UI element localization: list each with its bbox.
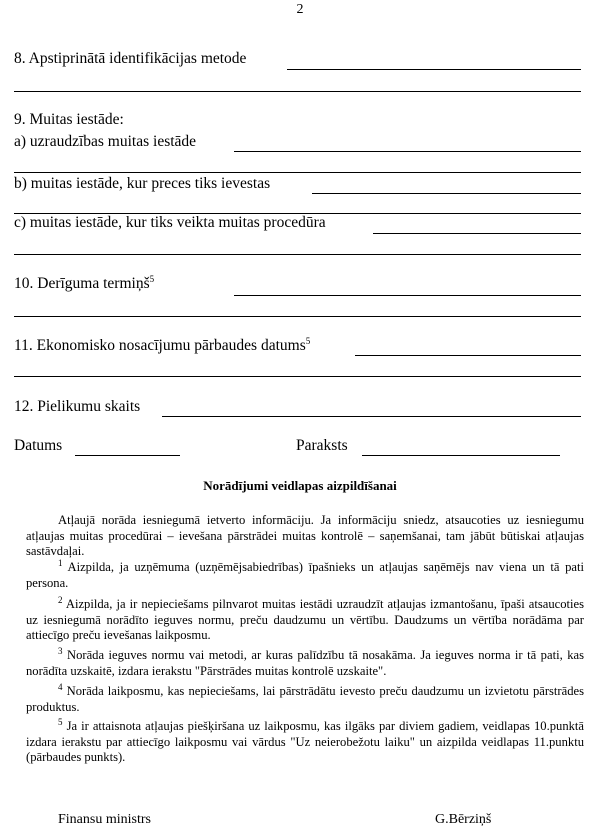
field-10-continuation-line[interactable] [14, 316, 581, 317]
field-8-input-line[interactable] [287, 69, 581, 70]
field-9c-continuation-line[interactable] [14, 254, 581, 255]
field-9a-label: a) uzraudzības muitas iestāde [14, 133, 197, 150]
field-9b-label: b) muitas iestāde, kur preces tiks ievestas [14, 175, 271, 192]
field-9c-input-line[interactable] [373, 233, 581, 234]
footnote-mark: 1 [58, 557, 63, 568]
field-11-input-line[interactable] [355, 355, 581, 356]
signature-input-line[interactable] [362, 455, 560, 456]
footnote-2: $^2$ Aizpilda, ja ir nepieciešams pilnvarot muitas iestādi uzraudzīt atļaujas izmantošanu, īpaši atsaucoties uz iesniegumā norādīto ieguves normu, preču daudzumu un vērtību. Daudzums un vērtība norādāma par attiecīgo preču ievešanas laikposmu. [26, 594, 584, 642]
date-input-line[interactable] [75, 455, 180, 456]
footnote-mark: 5 [58, 716, 63, 727]
footer-minister-title: Finansu ministrs [58, 812, 151, 827]
footnote-mark: 3 [58, 645, 63, 656]
footnote-5: $^5$ Ja ir attaisnota atļaujas piešķiršana uz laikposmu, kas ilgāks par diviem gadiem, veidlapas 10.punktā izdara ierakstu par attiecīgo laikposmu vai vārdus "Uz neierobežotu laiku" un aizpilda veidlapas 11.punktu (pārbaudes punkts). [26, 716, 585, 764]
field-9a-continuation-line[interactable] [14, 172, 581, 173]
date-label: Datums [14, 437, 63, 454]
footnote-4: $^4$ Norāda laikposmu, kas nepieciešams, lai pārstrādātu ievesto preču daudzumu un izvietotu pārstrādes produktus. [26, 681, 584, 714]
field-10-input-line[interactable] [234, 295, 581, 296]
field-8-label: 8. Apstiprinātā identifikācijas metode [14, 50, 247, 67]
field-8-continuation-line[interactable] [14, 91, 581, 92]
footnote-mark: 4 [58, 681, 63, 692]
field-9c-label: c) muitas iestāde, kur tiks veikta muitas procedūra [14, 214, 326, 231]
signature-label: Paraksts [296, 437, 348, 454]
field-9b-input-line[interactable] [312, 193, 581, 194]
footnote-ref-5: 5 [149, 273, 155, 284]
footnote-3: $^3$ Norāda ieguves normu vai metodi, ar kuras palīdzību tā nosakāma. Ja ieguves norma ir tā pati, kas norādīta uzskaitē, izdara ierakstu "Pārstrādes muitas kontrolē uzskaite". [26, 645, 584, 678]
page-number: 2 [296, 2, 304, 17]
field-11-continuation-line[interactable] [14, 376, 581, 377]
instructions-intro: Atļaujā norāda iesniegumā ietverto informāciju. Ja informāciju sniedz, atsaucoties uz iesniegumu atļaujas muitas procedūrai – ievešana pārstrādei muitas kontrolē – saņemšanai, tam jābūt būtiskai atļaujas sastāvdaļai. [26, 513, 584, 558]
instructions-heading: Norādījumi veidlapas aizpildīšanai [203, 478, 397, 493]
field-12-input-line[interactable] [162, 416, 581, 417]
footnote-1: $^1$ Aizpilda, ja uzņēmuma (uzņēmējsabiedrības) īpašnieks un atļaujas saņēmējs nav viena un tā pati persona. [26, 557, 584, 590]
footnote-ref-5: 5 [305, 335, 311, 346]
field-9-label: 9. Muitas iestāde: [14, 111, 124, 128]
field-9a-input-line[interactable] [234, 151, 581, 152]
field-11-label: 11. Ekonomisko nosacījumu pārbaudes datums$^5$ [14, 335, 311, 354]
footnote-mark: 2 [58, 594, 63, 605]
footer-minister-name: G.Bērziņš [435, 812, 492, 827]
field-10-label: 10. Derīguma termiņš$^5$ [14, 273, 155, 292]
field-12-label: 12. Pielikumu skaits [14, 398, 141, 415]
